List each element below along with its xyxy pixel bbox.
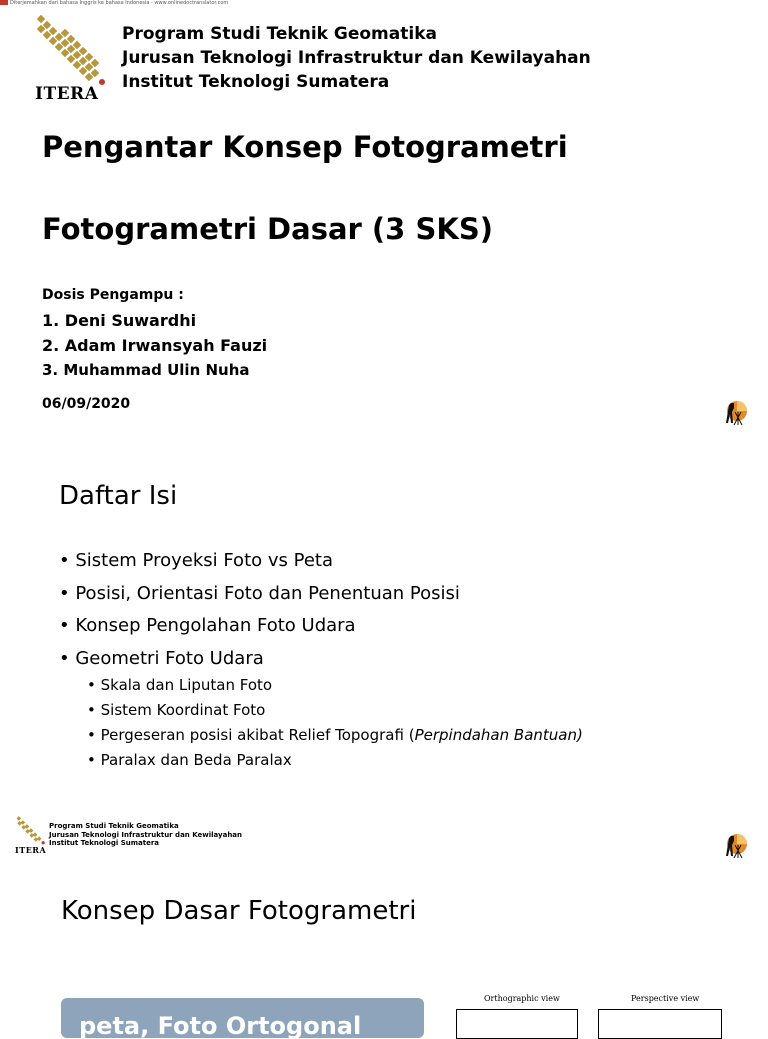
dosen-item: 3. Muhammad Ulin Nuha (42, 361, 250, 379)
concept-box-label: peta, Foto Ortogonal (79, 1012, 362, 1038)
toc-item: • Sistem Proyeksi Foto vs Peta (59, 550, 333, 571)
toc-item-label: Sistem Proyeksi Foto vs Peta (75, 550, 333, 571)
itera-logo-small (13, 816, 49, 856)
header-line-2: Jurusan Teknologi Infrastruktur dan Kewilayahan (122, 48, 591, 68)
pdf-icon (0, 0, 8, 5)
slide1-subtitle: Fotogrametri Dasar (3 SKS) (42, 212, 493, 246)
perspective-label: Perspective view (631, 994, 700, 1003)
translator-note-text: Diterjemahkan dari bahasa Inggris ke bahasa Indonesia - www.onlinedoctranslator.com (10, 0, 229, 6)
translator-note[interactable] (0, 0, 228, 7)
perspective-frame (598, 1009, 722, 1039)
toc-item-label: Konsep Pengolahan Foto Udara (75, 615, 356, 636)
toc-item: • Konsep Pengolahan Foto Udara (59, 615, 356, 636)
slide1-title: Pengantar Konsep Fotogrametri (42, 130, 568, 164)
itera-logo-icon (34, 14, 110, 88)
slide3-title: Konsep Dasar Fotogrametri (61, 896, 417, 926)
header-small-line-3: Institut Teknologi Sumatera (49, 839, 160, 847)
dosen-label: Dosis Pengampu : (42, 287, 184, 303)
surveyor-icon (722, 399, 748, 427)
toc-subitem: • Sistem Koordinat Foto (87, 701, 266, 719)
toc-subitem-label: Pergeseran posisi akibat Relief Topografi ( (100, 726, 415, 744)
toc-item-label: Posisi, Orientasi Foto dan Penentuan Posisi (75, 583, 460, 604)
toc-subitem-label: Sistem Koordinat Foto (100, 701, 266, 719)
toc-subitem-italic: Perpindahan Bantuan) (414, 726, 583, 744)
header-small-line-2: Jurusan Teknologi Infrastruktur dan Kewilayahan (49, 831, 243, 839)
toc-item-label: Geometri Foto Udara (75, 648, 264, 669)
toc-subitem-label: Skala dan Liputan Foto (100, 676, 273, 694)
logo-label: ITERA (35, 84, 99, 104)
orthographic-frame (456, 1009, 578, 1039)
surveyor-icon (722, 832, 748, 860)
toc-subitem: • Pergeseran posisi akibat Relief Topografi (Perpindahan Bantuan) (87, 726, 583, 744)
toc-subitem: • Paralax dan Beda Paralax (87, 751, 292, 769)
dosen-item: 1. Deni Suwardhi (42, 311, 197, 330)
toc-item: • Posisi, Orientasi Foto dan Penentuan Posisi (59, 583, 460, 604)
slide1-date: 06/09/2020 (42, 396, 131, 412)
header-line-3: Institut Teknologi Sumatera (122, 72, 390, 92)
logo-label-small: ITERA (15, 845, 47, 855)
toc-subitem-label: Paralax dan Beda Paralax (100, 751, 292, 769)
slide2-title: Daftar Isi (59, 481, 178, 511)
concept-box (61, 998, 424, 1038)
toc-item: • Geometri Foto Udara (59, 648, 264, 669)
toc-subitem: • Skala dan Liputan Foto (87, 676, 273, 694)
orthographic-label: Orthographic view (484, 994, 560, 1003)
header-line-1: Program Studi Teknik Geomatika (122, 24, 437, 44)
itera-logo-small-icon (13, 816, 49, 846)
header-small-line-1: Program Studi Teknik Geomatika (49, 822, 179, 830)
itera-logo (34, 14, 110, 102)
dosen-item: 2. Adam Irwansyah Fauzi (42, 336, 268, 355)
